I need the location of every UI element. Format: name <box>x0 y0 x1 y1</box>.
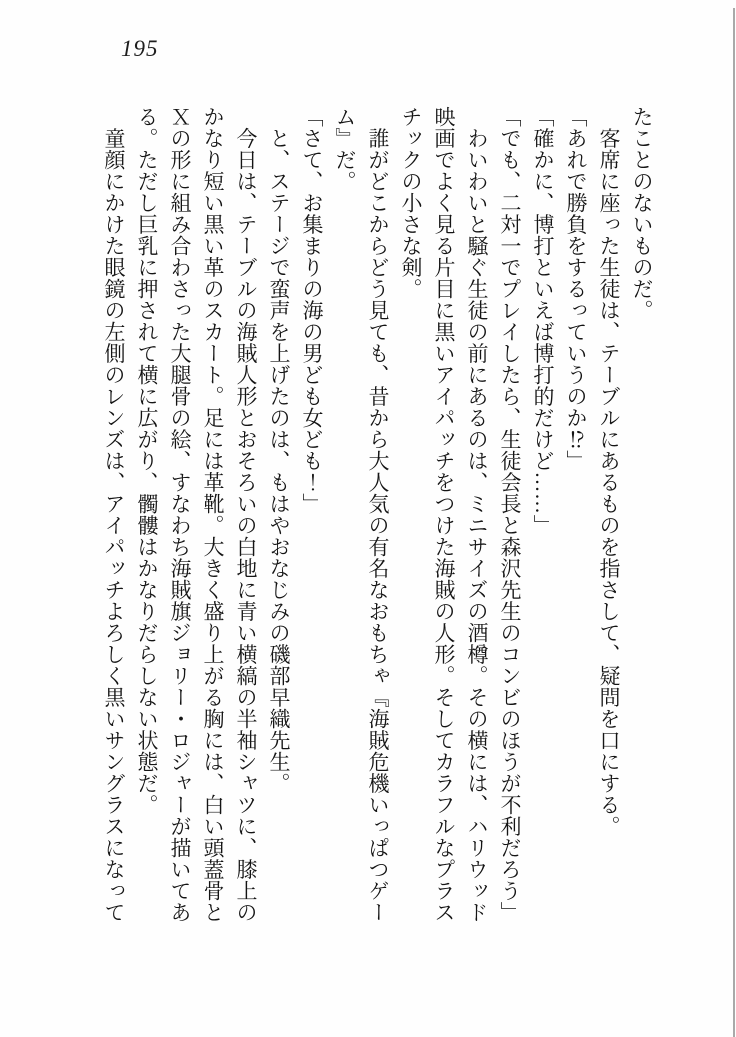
text-line: チックの小さな剣。 <box>399 106 423 300</box>
text-line: と、ステージで蛮声を上げたのは、もはやおなじみの磯部早織先生。 <box>267 106 291 794</box>
text-line: 客席に座った生徒は、テーブルにあるものを指さして、疑問を口にする。 <box>597 106 621 837</box>
text-line: 誰がどこからどう見ても、昔から大人気の有名なおもちゃ『海賊危機いっぱつゲー <box>366 106 390 923</box>
text-line: 映画でよく見る片目に黒いアイパッチをつけた海賊の人形。そしてカラフルなプラス <box>432 106 456 923</box>
page-number: 195 <box>121 36 159 61</box>
text-line: 今日は、テーブルの海賊人形とおそろいの白地に青い横縞の半袖シャツに、膝上の <box>234 106 258 923</box>
text-line: たことのないものだ。 <box>630 106 654 321</box>
text-line: 「確かに、博打といえば博打的だけど……」 <box>531 106 555 536</box>
text-line: る。ただし巨乳に押されて横に広がり、髑髏はかなりだらしない状態だ。 <box>135 106 159 816</box>
text-line: ム』だ。 <box>333 106 357 192</box>
page-edge-line <box>733 8 735 1037</box>
text-line: 「でも、二対一でプレイしたら、生徒会長と森沢先生のコンビのほうが不利だろう」 <box>498 106 522 923</box>
text-line: 「あれで勝負をするっていうのか⁉」 <box>564 106 588 472</box>
text-line: わいわいと騒ぐ生徒の前にあるのは、ミニサイズの酒樽。その横には、ハリウッド <box>465 106 489 923</box>
text-line: かなり短い黒い革のスカート。足には革靴。大きく盛り上がる胸には、白い頭蓋骨と <box>201 106 225 923</box>
text-line: 童顔にかけた眼鏡の左側のレンズは、アイパッチよろしく黒いサングラスになって <box>102 106 126 923</box>
text-line: 「さて、お集まりの海の男ども女ども！」 <box>300 106 324 515</box>
text-line: Ｘの形に組み合わさった大腿骨の絵、すなわち海賊旗ジョリー・ロジャーが描いてあ <box>168 106 192 923</box>
body-text <box>96 106 658 968</box>
